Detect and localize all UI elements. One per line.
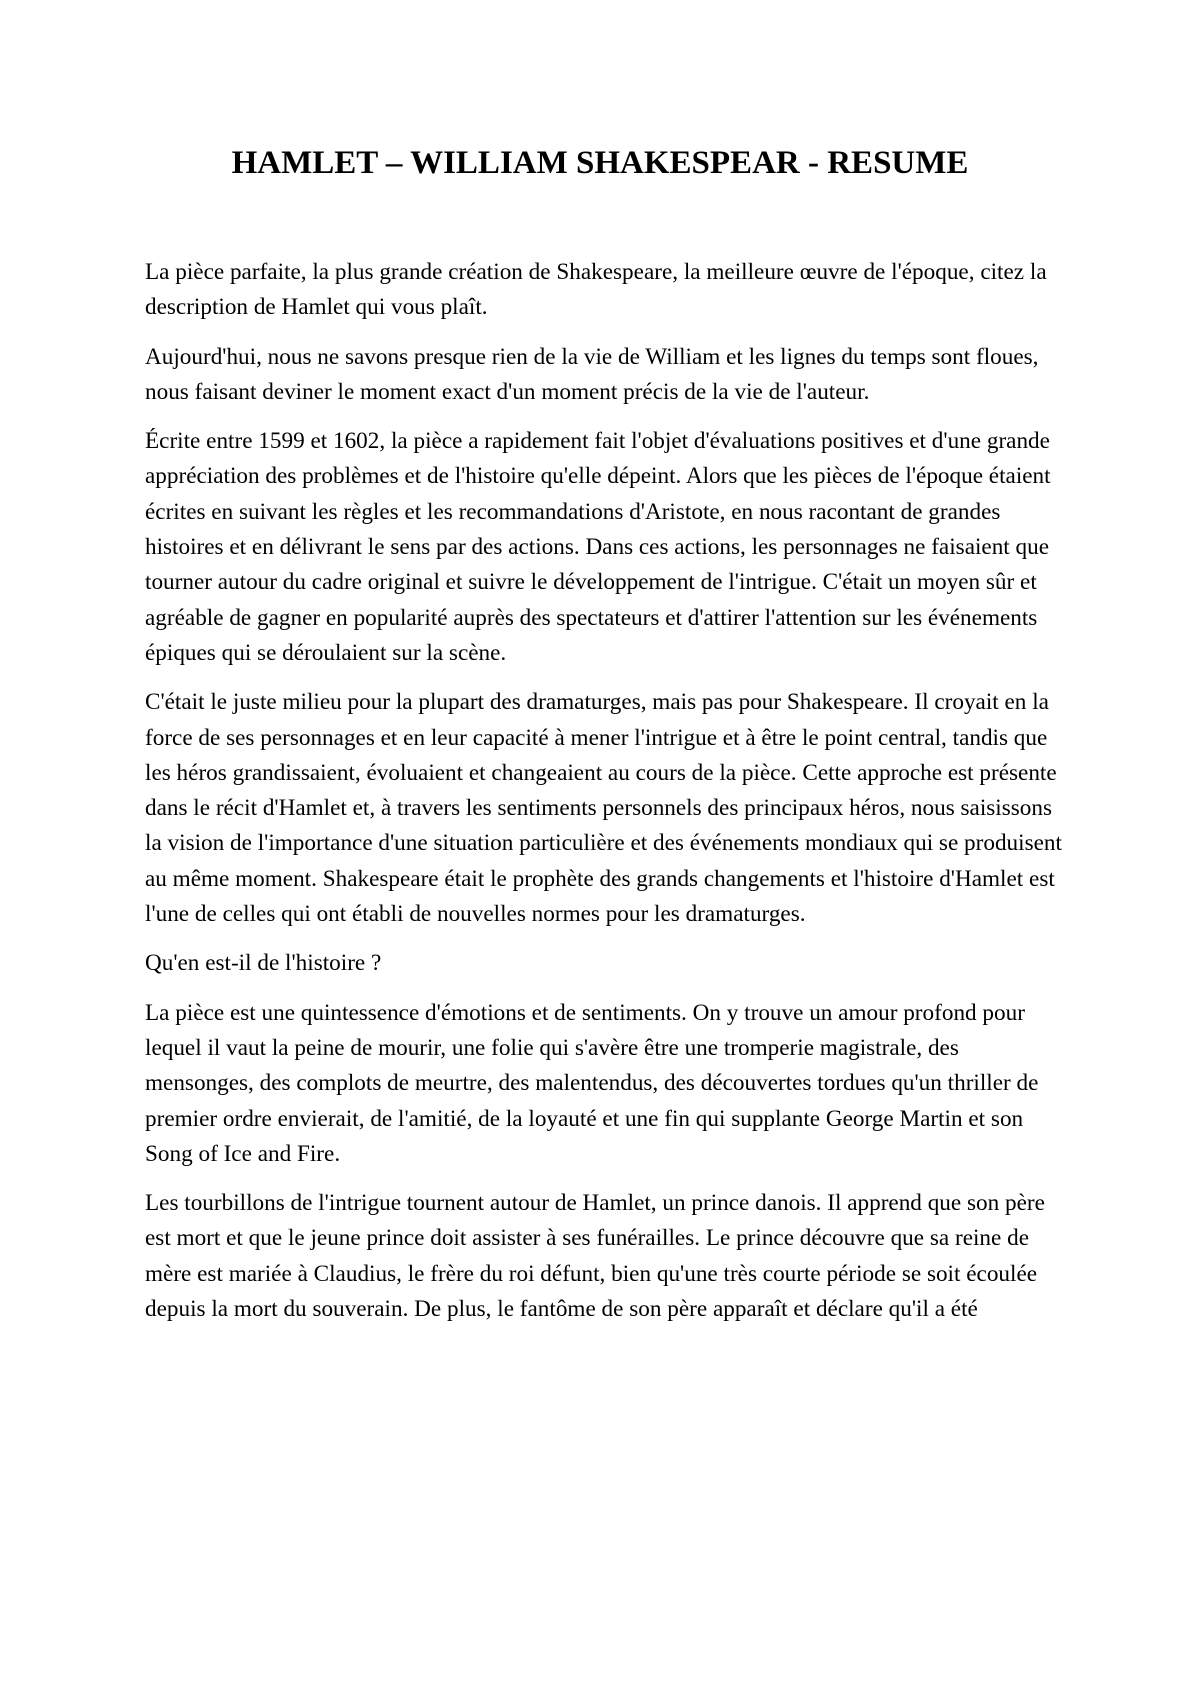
document-body: [145, 255, 1065, 1341]
paragraph-story-question: Qu'en est-il de l'histoire ?: [145, 950, 382, 977]
paragraph-dramaturgy: C'était le juste milieu pour la plupart des dramaturges, mais pas pour Shakespeare. Il croyait en la force de ses personnages et en leur capacité à mener l'intrigue et à être le point central, tandis que les héros grandissaient, évoluaient et changeaient au cours de la pièce. Cette approche est présente dans le récit d'Hamlet et, à travers les sentiments personnels des principaux héros, nous saisissons la vision de l'importance d'une situation particulière et des événements mondiaux qui se produisent au même moment. Shakespeare était le prophète des grands changements et l'histoire d'Hamlet est l'une de celles qui ont établi de nouvelles normes pour les dramaturges.: [145, 689, 1062, 928]
paragraph-writing-period: Écrite entre 1599 et 1602, la pièce a rapidement fait l'objet d'évaluations positives et d'une grande appréciation des problèmes et de l'histoire qu'elle dépeint. Alors que les pièces de l'époque étaient écrites en suivant les règles et les recommandations d'Aristote, en nous racontant de grandes histoires et en délivrant le sens par des actions. Dans ces actions, les personnages ne faisaient que tourner autour du cadre original et suivre le développement de l'intrigue. C'était un moyen sûr et agréable de gagner en popularité auprès des spectateurs et d'attirer l'attention sur les événements épiques qui se déroulaient sur la scène.: [145, 428, 1051, 666]
paragraph-intro: La pièce parfaite, la plus grande création de Shakespeare, la meilleure œuvre de l'époque, citez la description de Hamlet qui vous plaît.: [145, 259, 1047, 321]
document-title: HAMLET – WILLIAM SHAKESPEAR - RESUME: [231, 145, 969, 181]
paragraph-emotions: La pièce est une quintessence d'émotions et de sentiments. On y trouve un amour profond pour lequel il vaut la peine de mourir, une folie qui s'avère être une tromperie magistrale, des mensonges, des complots de meurtre, des malentendus, des découvertes tordues qu'un thriller de premier ordre envierait, de l'amitié, de la loyauté et une fin qui supplante George Martin et son Song of Ice and Fire.: [145, 999, 1039, 1167]
paragraph-biography: Aujourd'hui, nous ne savons presque rien de la vie de William et les lignes du temps sont floues, nous faisant deviner le moment exact d'un moment précis de la vie de l'auteur.: [145, 343, 1039, 405]
paragraph-plot: Les tourbillons de l'intrigue tournent autour de Hamlet, un prince danois. Il apprend que son père est mort et que le jeune prince doit assister à ses funérailles. Le prince découvre que sa reine de mère est mariée à Claudius, le frère du roi défunt, bien qu'une très courte période se soit écoulée depuis la mort du souverain. De plus, le fantôme de son père apparaît et déclare qu'il a été: [145, 1190, 1045, 1323]
